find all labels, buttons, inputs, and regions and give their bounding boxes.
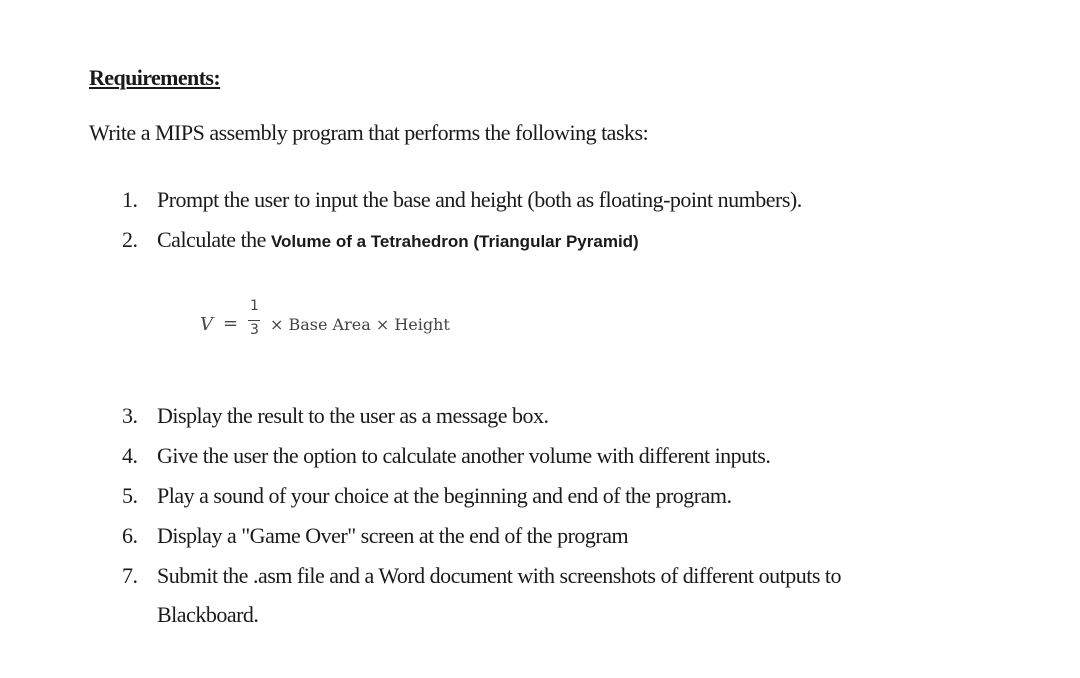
- list-text: Calculate the: [157, 227, 271, 252]
- list-number: 1.: [122, 187, 138, 212]
- tetrahedron-title: Volume of a Tetrahedron (Triangular Pyramid): [270, 232, 639, 251]
- list-item-7-continuation: Blackboard.: [157, 602, 259, 627]
- list-text: Prompt the user to input the base and height (both as floating-point numbers).: [157, 187, 802, 212]
- list-number: 5.: [122, 483, 138, 508]
- list-text: Submit the .asm file and a Word document with screenshots of different outputs to: [157, 563, 842, 588]
- list-text: Display the result to the user as a message box.: [157, 403, 549, 428]
- list-number: 2.: [122, 227, 138, 252]
- formula-equals: =: [223, 313, 239, 334]
- fraction-denominator: 3: [250, 322, 259, 338]
- list-number: 6.: [122, 523, 138, 548]
- formula-variable: V: [200, 314, 213, 335]
- list-number: 7.: [122, 563, 138, 588]
- list-text-wrapper: [157, 225, 639, 257]
- list-text: Give the user the option to calculate another volume with different inputs.: [157, 443, 771, 468]
- formula-expression: × Base Area × Height: [270, 315, 450, 334]
- fraction-numerator: 1: [250, 298, 259, 314]
- list-text: Play a sound of your choice at the beginning and end of the program.: [157, 483, 732, 508]
- fraction-bar: [248, 320, 260, 321]
- requirements-heading: Requirements:: [89, 65, 221, 90]
- list-text: Display a "Game Over" screen at the end of the program: [157, 523, 629, 548]
- list-number: 3.: [122, 403, 138, 428]
- list-number: 4.: [122, 443, 138, 468]
- intro-text: Write a MIPS assembly program that performs the following tasks:: [89, 120, 649, 145]
